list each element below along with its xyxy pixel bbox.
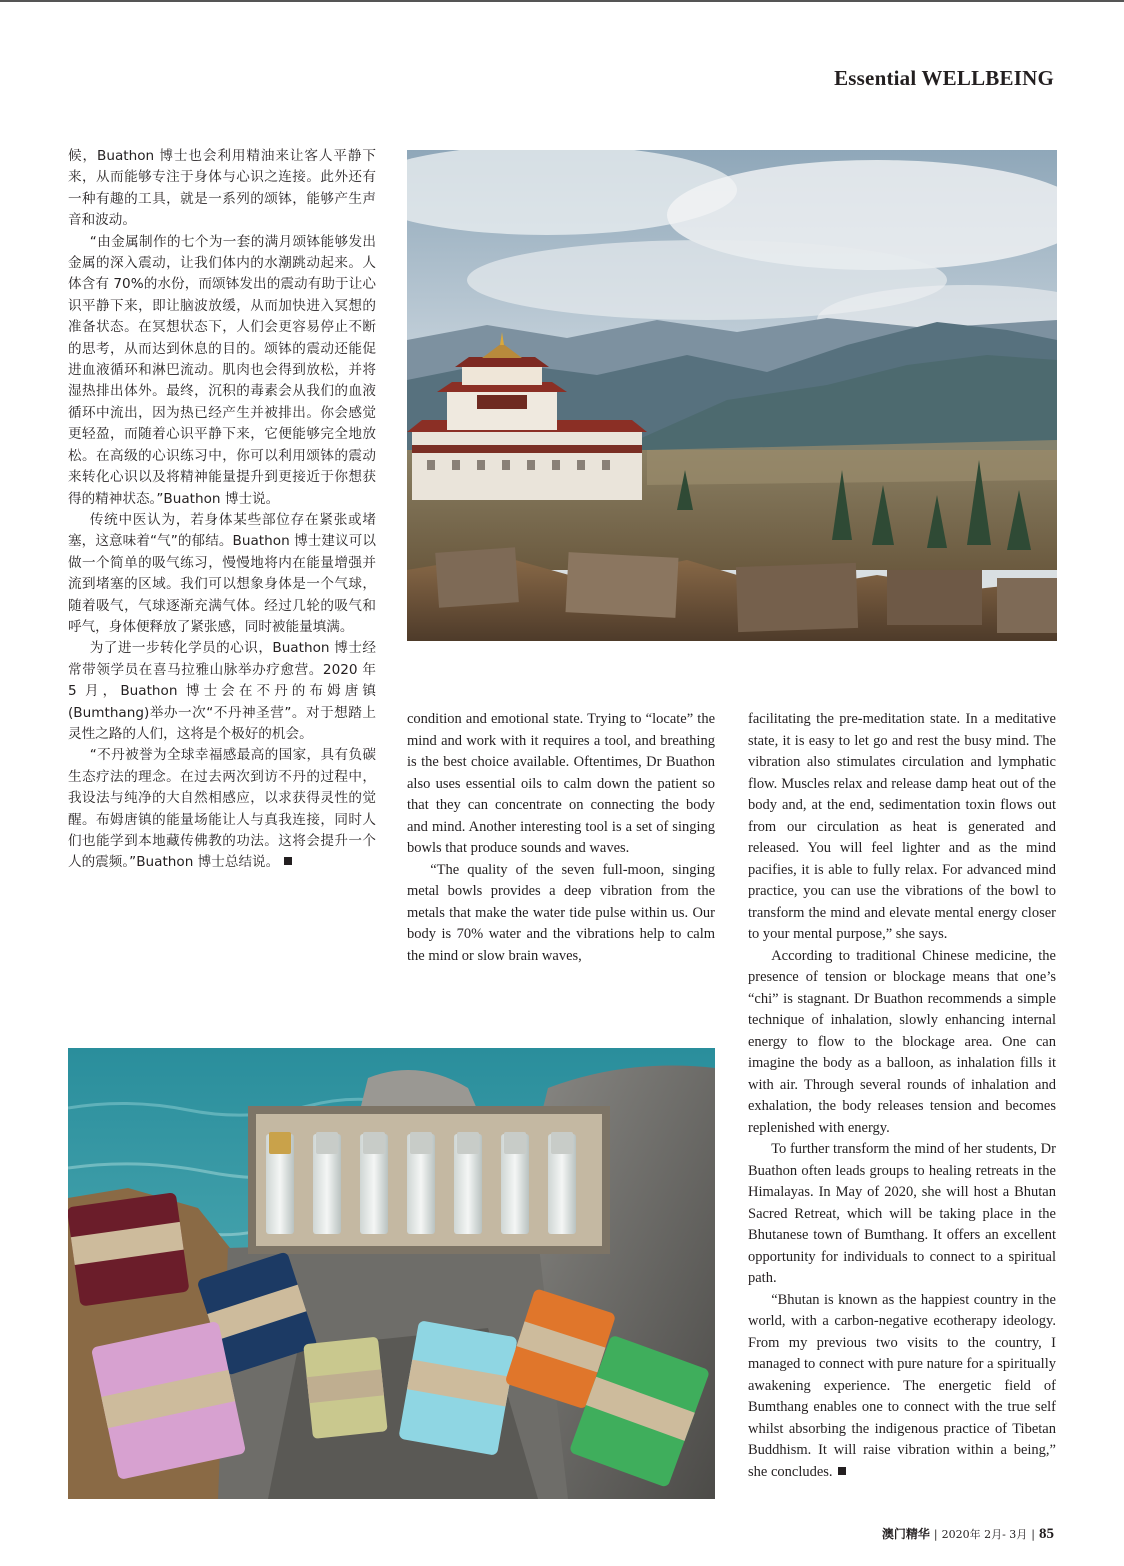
en-paragraph: facilitating the pre-meditation state. In a meditative state, it is easy to let go and rest the busy mind. The vibration also stimulates circulation and lymphatic flow. Muscles relax and release damp heat out of the body and, at the end, sedimentation toxin flows out from our circulation as heat is generated and released. You will feel lighter and as the mind pacifies, it is able to fully relax. For advanced mind practice, you can use the vibrations of the bowl to transform the mind and elevate mental energy closer to your mental purpose,” she says. bbox=[748, 711, 1056, 942]
en-paragraph-last bbox=[748, 1290, 1056, 1484]
top-rule bbox=[0, 0, 1124, 2]
zh-paragraph-last bbox=[68, 745, 376, 873]
footer-separator: | bbox=[1031, 1528, 1035, 1541]
section-title: Essential WELLBEING bbox=[834, 66, 1054, 90]
zh-paragraph: 为了进一步转化学员的心识，Buathon 博士经常带领学员在喜马拉雅山脉举办疗愈营。2020 年 5 月，Buathon 博士会在不丹的布姆唐镇(Bumthang)举办一次“不丹神圣营”。对于想踏上灵性之路的人们，这将是个极好的机会。 bbox=[68, 640, 376, 742]
en-paragraph: condition and emotional state. Trying to “locate” the mind and work with it requires a tool, and breathing is the best choice available. Oftentimes, Dr Buathon also uses essential oils to calm down the patient so that they can concentrate on connecting the body and mind. Another interesting tool is a set of singing bowls that produce sounds and waves. bbox=[407, 711, 715, 856]
en-paragraph: “The quality of the seven full-moon, singing metal bowls provides a deep vibration from the metals that make the water tide pulse within us. Our body is 70% water and the vibrations help to calm the mind or slow brain waves, bbox=[407, 861, 715, 964]
zh-paragraph: “由金属制作的七个为一套的满月颂钵能够发出金属的深入震动，让我们体内的水潮跳动起来。人体含有 70%的水份，而颂钵发出的震动有助于让心识平静下来，即让脑波放缓，从而加快进入冥想的准备状态。在冥想状态下，人们会更容易停止不断的思考，从而达到休息的目的。颂钵的震动还能促进血液循环和淋巴流动。肌肉也会得到放松，并将湿热排出体外。最终，沉积的毒素会从我们的血液循环中流出，因为热已经产生并被排出。你会感觉更轻盈，而随着心识平静下来，它便能够完全地放松。在高级的心识练习中，你可以利用颂钵的震动来转化心识以及将精神能量提升到更接近于你想获得的精神状态。”Buathon 博士说。 bbox=[68, 233, 376, 507]
zh-paragraph: 候，Buathon 博士也会利用精油来让客人平静下来，从而能够专注于身体与心识之连接。此外还有一种有趣的工具，就是一系列的颂钵，能够产生声音和波动。 bbox=[68, 148, 376, 229]
en-paragraph: To further transform the mind of her students, Dr Buathon often leads groups to healing retreats in the Himalayas. In May of 2020, she will host a Bhutan Sacred Retreat, which will be taking place in the Bhutanese town of Bumthang. It offers an excellent opportunity for individuals to connect to a spiritual path. bbox=[748, 1141, 1056, 1286]
publication-name: 澳门精华 bbox=[881, 1527, 930, 1541]
zh-paragraph-text: “不丹被誉为全球幸福感最高的国家，具有负碳生态疗法的理念。在过去两次到访不丹的过程中，我设法与纯净的大自然相感应，以求获得灵性的觉醒。布姆唐镇的能量场能让人与真我连接，同时人们也能学到本地藏传佛教的功法。这将会提升一个人的震频。”Buathon 博士总结说。 bbox=[68, 747, 376, 871]
issue-date: 2020年 2月- 3月 bbox=[941, 1528, 1028, 1541]
footer-separator: | bbox=[933, 1528, 938, 1541]
english-column-middle bbox=[407, 709, 715, 967]
essential-oils-product-photo bbox=[68, 1048, 715, 1499]
zh-paragraph: 传统中医认为，若身体某些部位存在紧张或堵塞，这意味着“气”的郁结。Buathon 博士建议可以做一个简单的吸气练习，慢慢地将内在能量增强并流到堵塞的区域。我们可以想象身体是一个气球，随着吸气，气球逐渐充满气体。经过几轮的吸气和呼气，身体便释放了紧张感，同时被能量填满。 bbox=[68, 511, 376, 635]
english-column-right bbox=[748, 709, 1056, 1483]
page-footer bbox=[882, 1525, 1054, 1543]
page-number: 85 bbox=[1039, 1526, 1054, 1542]
en-paragraph-text: “Bhutan is known as the happiest country in the world, with a carbon-negative ecotherapy ideology. From my previous two visits to the country, I managed to connect with pure nature for a spiritually awakening experience. The energetic field of Bumthang enables one to connect with the true self whilst absorbing the indigenous practice of Tibetan Buddhism. It will raise vibration within a being,” she concludes. bbox=[748, 1291, 1056, 1480]
end-mark-icon bbox=[284, 857, 292, 865]
en-paragraph: According to traditional Chinese medicine, the presence of tension or blockage means that one’s “chi” is stagnant. Dr Buathon recommends a simple technique of inhalation, slowly enhancing internal energy to flow to the blockage area. One can imagine the body as a balloon, as inhalation fills it with air. Through several rounds of inhalation and exhalation, the body releases tension and becomes replenished with energy. bbox=[748, 947, 1056, 1136]
end-mark-icon bbox=[838, 1467, 846, 1475]
chinese-column bbox=[68, 146, 376, 874]
bhutan-dzong-photo bbox=[407, 150, 1057, 641]
